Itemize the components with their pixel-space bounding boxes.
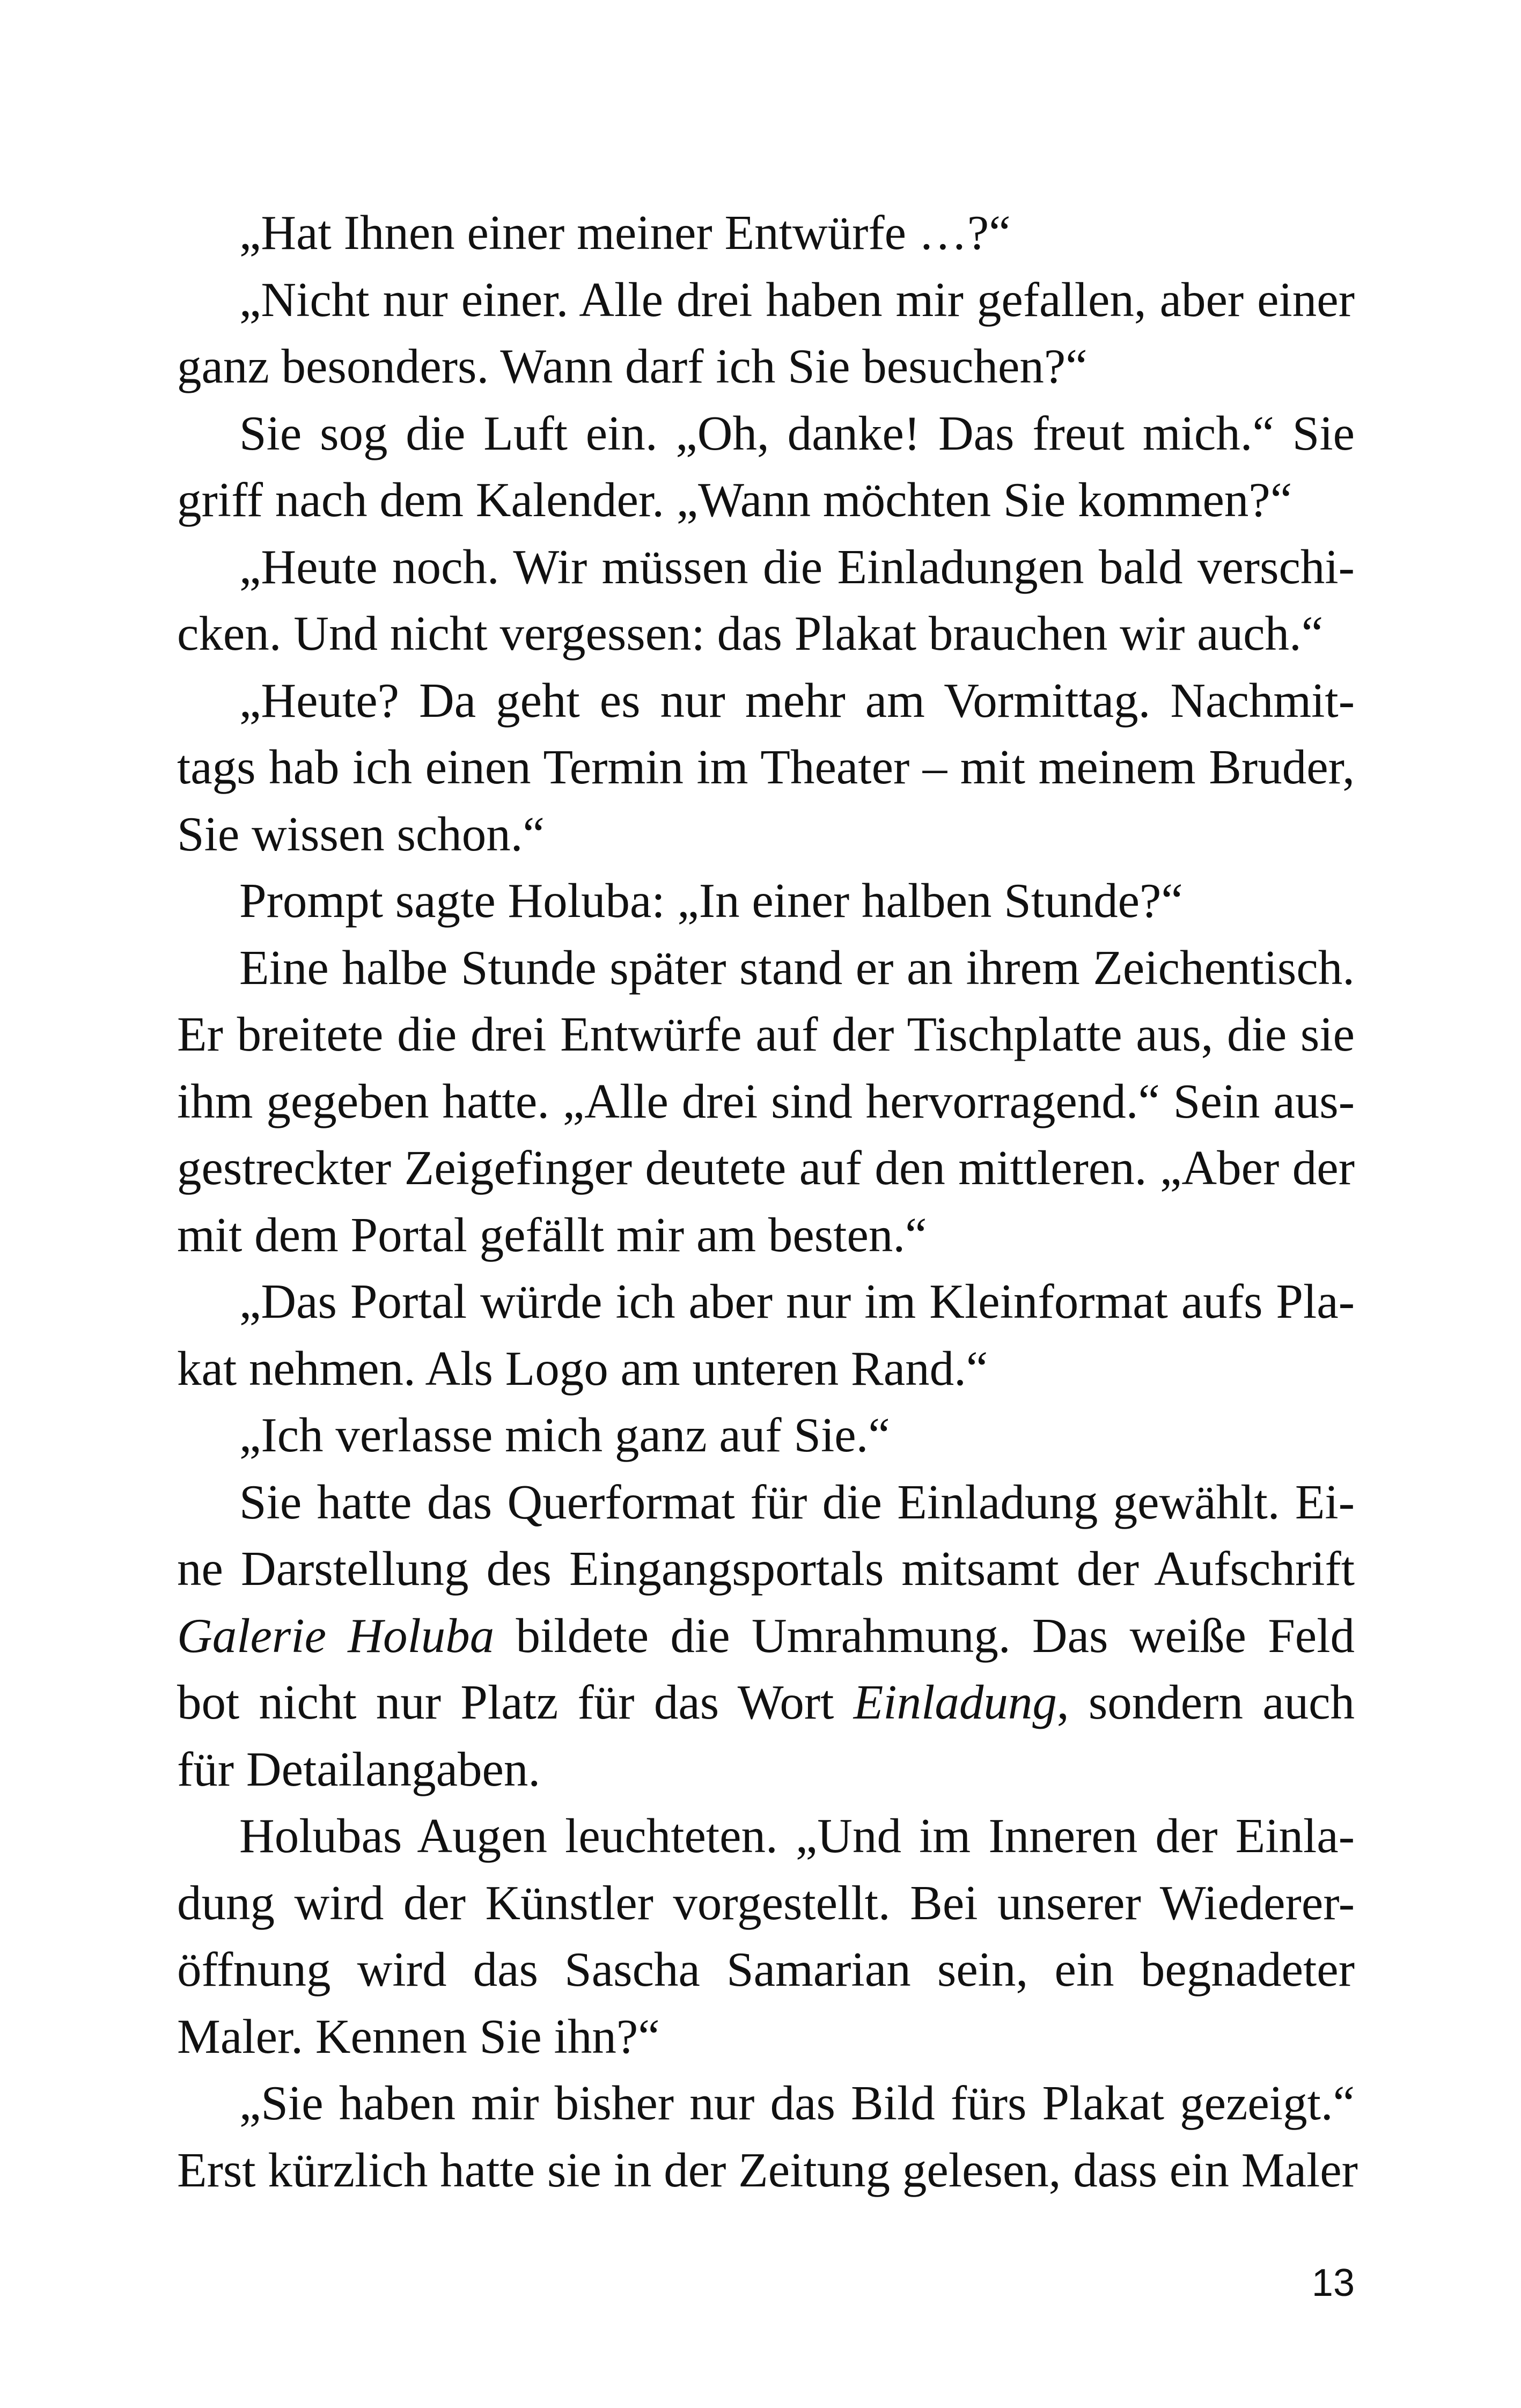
- text-line: „Heute noch. Wir müssen die Einladungen bald verschi-: [239, 539, 1355, 594]
- text-line: ne Darstellung des Eingangsportals mitsamt der Aufschrift: [177, 1541, 1355, 1596]
- text-line: ganz besonders. Wann darf ich Sie besuchen?“: [177, 339, 1088, 393]
- text-segment: bot nicht nur Platz für das Wort: [177, 1675, 854, 1729]
- body-text: [177, 200, 1358, 2204]
- text-line: Prompt sagte Holuba: „In einer halben Stunde?“: [239, 873, 1183, 928]
- text-line: mit dem Portal gefällt mir am besten.“: [177, 1207, 927, 1262]
- text-line: Maler. Kennen Sie ihn?“: [177, 2009, 660, 2064]
- text-line: „Hat Ihnen einer meiner Entwürfe …?“: [239, 205, 1011, 260]
- text-line: tags hab ich einen Termin im Theater – mit meinem Bruder,: [177, 740, 1355, 794]
- text-line: griff nach dem Kalender. „Wann möchten Sie kommen?“: [177, 473, 1292, 527]
- text-line: Holubas Augen leuchteten. „Und im Inneren der Einla-: [239, 1809, 1355, 1863]
- text-line: cken. Und nicht vergessen: das Plakat brauchen wir auch.“: [177, 606, 1324, 660]
- italic-text: Einladung: [853, 1675, 1057, 1729]
- text-line: Sie hatte das Querformat für die Einladung gewählt. Ei-: [239, 1474, 1355, 1529]
- text-line: Sie sog die Luft ein. „Oh, danke! Das freut mich.“ Sie: [239, 406, 1355, 460]
- text-line: Eine halbe Stunde später stand er an ihrem Zeichentisch.: [239, 940, 1355, 995]
- text-line: Erst kürzlich hatte sie in der Zeitung gelesen, dass ein Maler: [177, 2142, 1358, 2197]
- text-line: „Sie haben mir bisher nur das Bild fürs Plakat gezeigt.“: [239, 2076, 1355, 2130]
- text-line: Sie wissen schon.“: [177, 806, 545, 861]
- text-line: ihm gegeben hatte. „Alle drei sind hervorragend.“ Sein aus-: [177, 1074, 1355, 1128]
- text-line: „Das Portal würde ich aber nur im Kleinformat aufs Pla-: [239, 1274, 1355, 1328]
- text-line: „Nicht nur einer. Alle drei haben mir gefallen, aber einer: [239, 272, 1355, 327]
- italic-text: Galerie Holuba: [177, 1608, 495, 1663]
- text-line: dung wird der Künstler vorgestellt. Bei unserer Wiederer-: [177, 1875, 1355, 1930]
- text-line: „Ich verlasse mich ganz auf Sie.“: [239, 1408, 890, 1462]
- text-segment: , sondern auch: [1056, 1675, 1355, 1729]
- text-line: öffnung wird das Sascha Samarian sein, ein begnadeter: [177, 1942, 1355, 1996]
- text-line: [177, 1669, 1355, 1736]
- page-number: 13: [1311, 2262, 1355, 2304]
- text-line: für Detailangaben.: [177, 1742, 541, 1796]
- text-line: Er breitete die drei Entwürfe auf der Tischplatte aus, die sie: [177, 1007, 1355, 1061]
- text-segment: bildete die Umrahmung. Das weiße Feld: [494, 1608, 1355, 1663]
- text-line: [177, 1603, 1355, 1670]
- text-line: gestreckter Zeigefinger deutete auf den mittleren. „Aber der: [177, 1141, 1355, 1195]
- text-line: kat nehmen. Als Logo am unteren Rand.“: [177, 1341, 988, 1396]
- text-line: „Heute? Da geht es nur mehr am Vormittag. Nachmit-: [239, 673, 1355, 728]
